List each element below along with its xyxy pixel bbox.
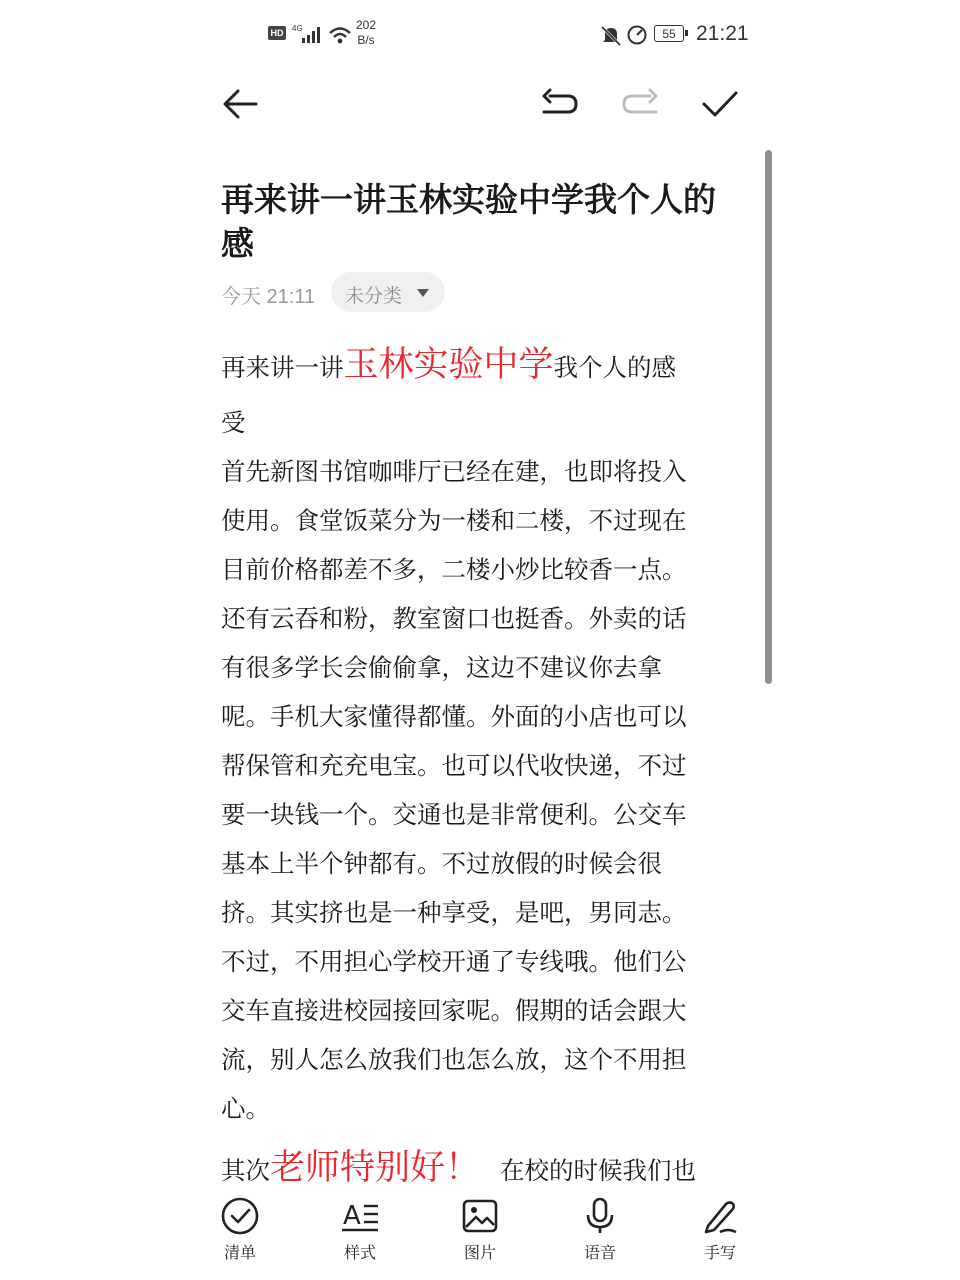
- handwrite-label: 手写: [703, 1243, 736, 1262]
- category-dropdown[interactable]: [331, 272, 445, 312]
- scrollbar-thumb[interactable]: [765, 150, 772, 684]
- note-title[interactable]: 再来讲一讲玉林实验中学我个人的感: [221, 180, 716, 263]
- mute-bell-icon: [600, 24, 622, 46]
- status-bar: [0, 0, 960, 70]
- back-arrow-icon[interactable]: [218, 82, 262, 126]
- voice-button[interactable]: [560, 1196, 640, 1263]
- signal-icon: [302, 27, 322, 43]
- text-span: 其次: [221, 1156, 270, 1185]
- hd-icon: HD: [268, 26, 286, 40]
- chevron-down-icon: [417, 289, 429, 297]
- network-speed: 202 B/s: [356, 18, 377, 47]
- checklist-icon: [220, 1196, 260, 1236]
- battery-indicator: 55: [654, 25, 684, 42]
- note-date: 今天 21:11: [221, 286, 316, 308]
- body-line[interactable]: 流，别人怎么放我们也怎么放，这个不用担: [221, 1045, 687, 1074]
- body-line[interactable]: 首先新图书馆咖啡厅已经在建，也即将投入: [221, 457, 687, 486]
- clock: 21:21: [696, 22, 749, 45]
- body-line[interactable]: 目前价格都差不多，二楼小炒比较香一点。: [221, 555, 687, 584]
- wifi-icon: [328, 25, 352, 45]
- svg-text:A: A: [343, 1201, 361, 1231]
- body-line[interactable]: 挤。其实挤也是一种享受，是吧，男同志。: [221, 898, 687, 927]
- paragraph-2[interactable]: [221, 1140, 696, 1190]
- category-label: 未分类: [345, 285, 403, 307]
- microphone-icon: [580, 1196, 620, 1236]
- highlight-text: 玉林实验中学: [343, 345, 554, 385]
- handwrite-button[interactable]: [680, 1196, 760, 1263]
- network-type: 4G: [292, 24, 303, 33]
- body-line[interactable]: 有很多学长会偷偷拿，这边不建议你去拿: [221, 653, 662, 682]
- image-icon: [460, 1196, 500, 1236]
- paragraph-1[interactable]: [221, 337, 676, 387]
- style-label: 样式: [343, 1243, 376, 1262]
- checklist-button[interactable]: [200, 1196, 280, 1263]
- paragraph-1-wrap[interactable]: 受: [221, 408, 246, 437]
- text-span: 我个人的感: [553, 353, 677, 382]
- body-line[interactable]: 心。: [221, 1094, 270, 1123]
- text-style-icon: [340, 1196, 380, 1236]
- redo-icon[interactable]: [618, 82, 662, 126]
- check-save-icon[interactable]: [698, 82, 742, 126]
- speed-gauge-icon: [626, 24, 648, 46]
- style-button[interactable]: [320, 1196, 400, 1263]
- body-line[interactable]: 要一块钱一个。交通也是非常便利。公交车: [221, 800, 687, 829]
- pen-icon: [700, 1196, 740, 1236]
- body-line[interactable]: 交车直接进校园接回家呢。假期的话会跟大: [221, 996, 687, 1025]
- body-line[interactable]: 不过，不用担心学校开通了专线哦。他们公: [221, 947, 687, 976]
- body-line[interactable]: 基本上半个钟都有。不过放假的时候会很: [221, 849, 662, 878]
- image-button[interactable]: [440, 1196, 520, 1263]
- text-span: 在校的时候我们也: [500, 1156, 697, 1185]
- body-line[interactable]: 还有云吞和粉，教室窗口也挺香。外卖的话: [221, 604, 687, 633]
- checklist-label: 清单: [223, 1243, 256, 1262]
- undo-icon[interactable]: [538, 82, 582, 126]
- text-span: 再来讲一讲: [221, 353, 344, 382]
- body-line[interactable]: 帮保管和充充电宝。也可以代收快递，不过: [221, 751, 687, 780]
- voice-label: 语音: [583, 1243, 616, 1262]
- highlight-text: 老师特别好！: [270, 1148, 481, 1188]
- body-line[interactable]: 呢。手机大家懂得都懂。外面的小店也可以: [221, 702, 687, 731]
- image-label: 图片: [463, 1243, 496, 1262]
- body-line[interactable]: 使用。食堂饭菜分为一楼和二楼，不过现在: [221, 506, 687, 535]
